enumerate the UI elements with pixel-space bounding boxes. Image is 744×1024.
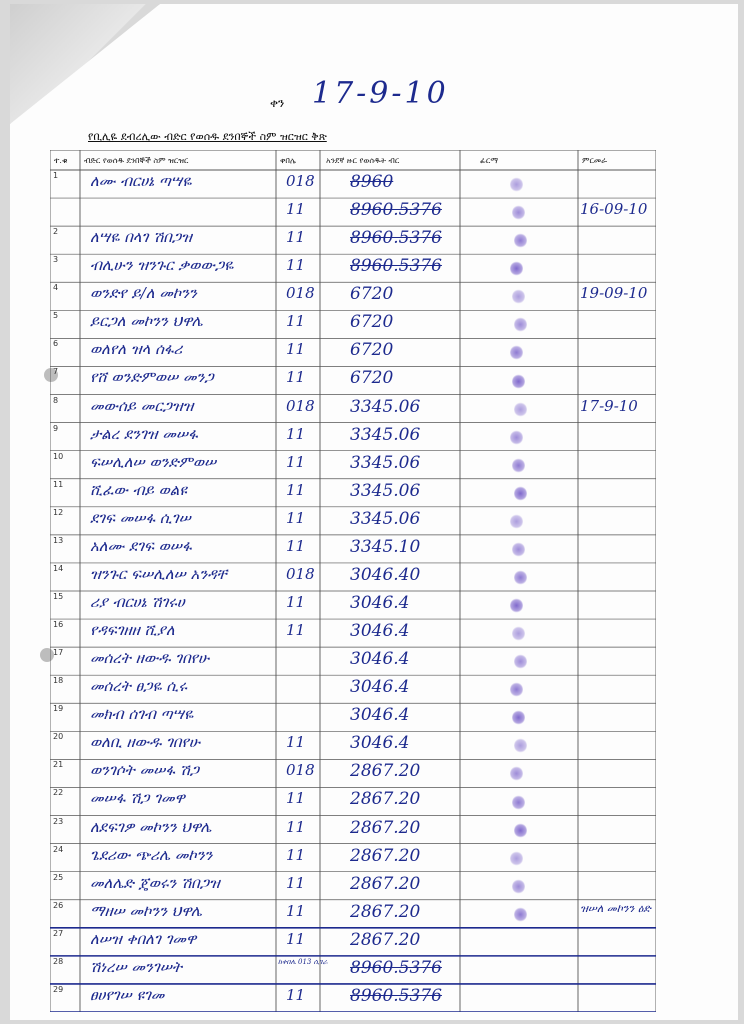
kebele-code: 11	[286, 929, 306, 948]
loan-amount: 3046.40	[350, 564, 421, 585]
remark-note: 16-09-10	[580, 200, 648, 219]
borrower-name: ወንድየ ይ/ለ መኮንን	[90, 284, 197, 303]
col-header-name: ብድር የወሰዱ ደንበኞች ስም ዝርዝር	[84, 156, 189, 165]
loan-amount: 3345.06	[350, 396, 421, 417]
loan-amount: 6720	[350, 312, 394, 333]
loan-amount: 2867.20	[350, 901, 421, 922]
kebele-code: 018	[286, 172, 315, 190]
borrower-name: ፀሀየገሠ ዩገመ	[90, 985, 165, 1004]
loan-amount: 3046.4	[350, 649, 410, 670]
loan-amount: 2867.20	[350, 817, 421, 838]
borrower-name: ማዘሠ መኮንን ህዋሌ	[90, 901, 202, 920]
kebele-code: 11	[286, 200, 306, 219]
loan-amount: 3345.06	[350, 508, 421, 529]
loan-amount: 6720	[350, 368, 394, 389]
thumbprint-signature	[512, 458, 525, 473]
row-number: 28	[53, 956, 64, 966]
loan-amount: 8960.5376	[350, 256, 442, 277]
borrower-name: አለሙ ደገፍ ወሠፋ	[90, 536, 192, 555]
borrower-name: ብሊሁን ዝንጉር ቃወውጋዬ	[90, 256, 234, 275]
row-number: 9	[53, 423, 59, 433]
kebele-code: 11	[286, 593, 306, 611]
borrower-name: ሽነረሠ መንገሠት	[90, 957, 182, 976]
loan-amount: 3345.06	[350, 452, 421, 473]
row-number: 21	[53, 760, 64, 770]
sheet-title: የቢሊዬ ደብረሊው ብድር የወሰዱ ደንበኞች ስም ዝርዝር ቅጽ	[88, 130, 327, 143]
row-number: 17	[53, 648, 64, 658]
loan-amount: 3046.4	[350, 705, 410, 726]
row-number: 12	[53, 507, 64, 517]
kebele-code: 11	[286, 452, 306, 471]
thumbprint-signature	[512, 795, 525, 810]
thumbprint-signature	[514, 823, 527, 838]
row-number: 23	[53, 816, 64, 826]
thumbprint-signature	[512, 374, 525, 389]
date-value: 17-9-10	[312, 76, 449, 111]
borrower-name: መሠፋ ሽጋ ገመዋ	[90, 789, 185, 808]
kebele-code: 11	[286, 312, 306, 331]
thumbprint-signature	[510, 598, 523, 613]
thumbprint-signature	[514, 486, 527, 501]
kebele-code: 11	[286, 985, 306, 1004]
thumbprint-signature	[510, 430, 523, 445]
thumbprint-signature	[510, 177, 523, 192]
kebele-code: 11	[286, 424, 306, 443]
loan-amount: 2867.20	[350, 873, 421, 894]
row-number: 13	[53, 535, 64, 545]
col-header-remark: ምርመራ	[582, 156, 607, 165]
col-header-amount: አንደኛ ዙር የወሰዱት ብር	[326, 156, 400, 165]
loan-amount: 3046.4	[350, 621, 410, 642]
row-number: 20	[53, 732, 64, 742]
borrower-name: መለሌድ ጄወሩን ሽበጋዝ	[90, 873, 220, 892]
thumbprint-signature	[512, 542, 525, 557]
kebele-code: 11	[286, 508, 306, 527]
loan-amount: 3046.4	[350, 677, 410, 698]
row-number: 11	[53, 479, 64, 489]
kebele-code: 11	[286, 789, 306, 808]
row-number: 25	[53, 872, 64, 882]
kebele-code: 11	[286, 256, 306, 275]
kebele-code: 018	[286, 396, 315, 415]
kebele-code: 11	[286, 536, 306, 555]
date-label: ቀን	[270, 96, 285, 110]
row-number: 14	[53, 563, 64, 573]
loan-amount: 3345.10	[350, 536, 421, 557]
kebele-code: 018	[286, 564, 315, 583]
borrower-name: የዳፍገዘዘ ሺያለ	[90, 621, 175, 640]
kebele-code: ከቀበሌ 013 ሲገራ	[278, 957, 328, 966]
borrower-name: ለሙ ብርሀኔ ጣሣዬ	[90, 172, 192, 190]
kebele-code: 11	[286, 480, 306, 499]
loan-amount: 2867.20	[350, 761, 421, 782]
borrower-name: ሪያ ብርሀኔ ሽገሩሀ	[90, 593, 185, 611]
borrower-name: ወለቢ ዘውዱ ገበየሁ	[90, 733, 200, 752]
kebele-code: 018	[286, 761, 315, 780]
loan-amount: 2867.20	[350, 845, 421, 866]
loan-amount: 8960	[350, 172, 394, 192]
row-number: 27	[53, 928, 64, 938]
thumbprint-signature	[510, 851, 523, 866]
row-number: 18	[53, 676, 64, 686]
borrower-name: መክብ ሰገብ ጣሣዬ	[90, 705, 194, 724]
thumbprint-signature	[512, 879, 525, 894]
thumbprint-signature	[514, 570, 527, 585]
row-number: 1	[53, 171, 59, 180]
col-header-signature: ፊርማ	[480, 156, 499, 165]
loan-amount: 3345.06	[350, 480, 421, 501]
thumbprint-signature	[514, 907, 527, 922]
remark-note: 17-9-10	[580, 396, 638, 415]
loan-amount: 8960.5376	[350, 985, 442, 1006]
loan-amount: 6720	[350, 340, 394, 361]
col-header-no: ተ.ቁ	[54, 156, 68, 165]
loan-amount: 3345.06	[350, 424, 421, 445]
borrower-name: ለሠዝ ቀበለገ ገመዋ	[90, 929, 197, 948]
loan-amount: 2867.20	[350, 929, 421, 950]
kebele-code: 11	[286, 733, 306, 752]
borrower-name: ታልረ ደንገዝ መሠፋ	[90, 424, 198, 443]
kebele-code: 11	[286, 621, 306, 640]
row-number: 3	[53, 255, 59, 265]
row-number: 24	[53, 844, 64, 854]
row-number: 4	[53, 283, 59, 293]
row-number: 6	[53, 339, 59, 349]
loan-amount: 2867.20	[350, 789, 421, 810]
kebele-code: 018	[286, 284, 315, 303]
borrower-name: ወለየለ ዝላ ሰፋሪ	[90, 340, 183, 359]
borrower-name: ወንገሶት መሠፋ ሽጋ	[90, 761, 200, 780]
row-number: 7	[53, 367, 59, 377]
borrower-name: ጌደሪው ጭሪሌ መኮንን	[90, 845, 213, 864]
loan-amount: 8960.5376	[350, 228, 442, 249]
row-number: 22	[53, 788, 64, 798]
thumbprint-signature	[512, 205, 525, 220]
borrower-name: ዝንጉር ፍሠሊለሠ አንዳቸ	[90, 564, 227, 583]
loan-amount: 3046.4	[350, 733, 410, 754]
thumbprint-signature	[514, 402, 527, 417]
loan-amount: 8960.5376	[350, 200, 442, 221]
row-number: 5	[53, 311, 59, 321]
row-number: 19	[53, 704, 64, 714]
borrower-name: የሸ ወንድምወሠ መንጋ	[90, 368, 214, 387]
kebele-code: 11	[286, 901, 306, 920]
row-number: 15	[53, 592, 64, 601]
borrower-name: መሰረት ፀጋዬ ሲሩ	[90, 677, 187, 696]
row-number: 10	[53, 451, 64, 461]
kebele-code: 11	[286, 340, 306, 359]
borrower-name: ለሣዬ በላገ ሽበጋዝ	[90, 228, 192, 247]
row-number: 29	[53, 984, 64, 994]
kebele-code: 11	[286, 873, 306, 892]
loan-amount: 3046.4	[350, 593, 410, 613]
row-number: 8	[53, 395, 59, 405]
borrower-name: ይርጋለ መኮንን ህዋሌ	[90, 312, 203, 331]
thumbprint-signature	[512, 626, 525, 641]
loan-amount: 6720	[350, 284, 394, 305]
loan-amount: 8960.5376	[350, 957, 442, 978]
borrower-name: ደገፍ መሠፋ ሲገሠ	[90, 508, 191, 527]
borrower-name: መሰረት ዘውዱ ገበየሁ	[90, 649, 210, 668]
remark-note: 19-09-10	[580, 284, 648, 303]
borrowers-table	[50, 150, 656, 1012]
col-header-kebele: ቀበሌ	[280, 156, 296, 165]
row-number: 2	[53, 227, 59, 237]
borrower-name: ሺፈው ብይ ወልዩ	[90, 480, 187, 499]
row-number: 26	[53, 900, 64, 910]
kebele-code: 11	[286, 817, 306, 836]
thumbprint-signature	[510, 514, 523, 529]
borrower-name: መውሰይ መርጋዝዝ	[90, 396, 194, 415]
kebele-code: 11	[286, 845, 306, 864]
remark-note: ዝሠለ መኮንን ዕድ	[580, 901, 651, 915]
borrower-name: ለደፍገዎ መኮንን ህዋሌ	[90, 817, 212, 836]
borrower-name: ፍሠሊለሠ ወንድምወሠ	[90, 452, 217, 471]
kebele-code: 11	[286, 368, 306, 387]
row-number: 16	[53, 620, 64, 630]
kebele-code: 11	[286, 228, 306, 247]
